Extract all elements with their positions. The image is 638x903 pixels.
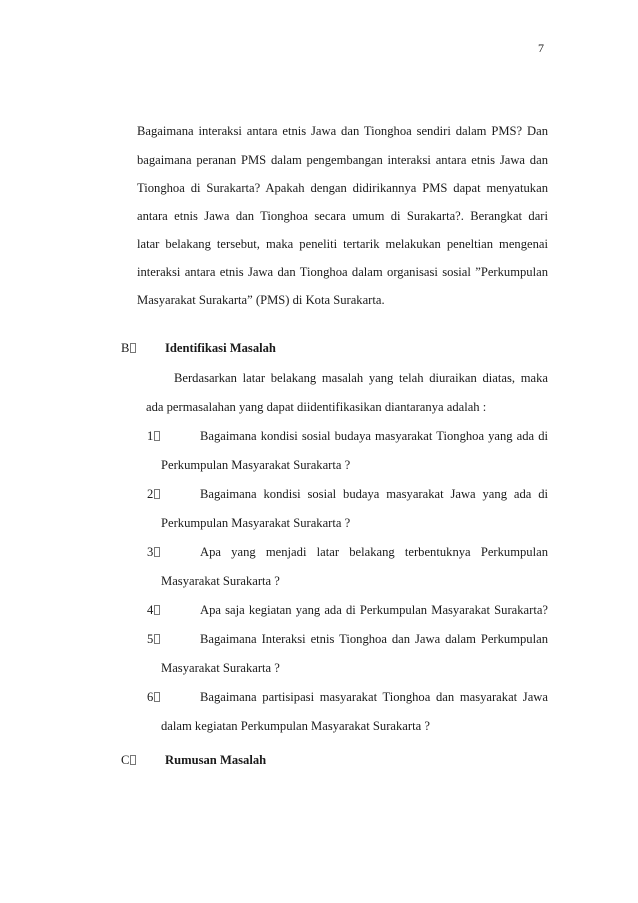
paragraph-line: Tionghoa di Surakarta? Apakah dengan didirikannya PMS dapat menyatukan <box>137 181 548 195</box>
list-item-line: Bagaimana kondisi sosial budaya masyarakat Jawa yang ada di <box>200 487 548 501</box>
missing-glyph-box <box>154 547 160 557</box>
list-item-line: Bagaimana partisipasi masyarakat Tionghoa dan masyarakat Jawa <box>200 690 548 704</box>
paragraph-line: antara etnis Jawa dan Tionghoa secara umum di Surakarta?. Berangkat dari <box>137 209 548 223</box>
page-number: 7 <box>538 41 544 55</box>
list-item-line: Masyarakat Surakarta ? <box>161 574 280 588</box>
paragraph-line: Bagaimana interaksi antara etnis Jawa dan Tionghoa sendiri dalam PMS? Dan <box>137 124 548 138</box>
paragraph-line: interaksi antara etnis Jawa dan Tionghoa dalam organisasi sosial ”Perkumpulan <box>137 265 548 279</box>
section-b-intro-line: ada permasalahan yang dapat diidentifikasikan diantaranya adalah : <box>146 400 487 414</box>
missing-glyph-box <box>154 431 160 441</box>
section-b-letter: B <box>121 340 136 356</box>
missing-glyph-box <box>130 755 136 765</box>
list-number: 4 <box>147 602 160 618</box>
list-item-line: dalam kegiatan Perkumpulan Masyarakat Surakarta ? <box>161 719 430 733</box>
section-b-intro-line: Berdasarkan latar belakang masalah yang telah diuraikan diatas, maka <box>174 371 548 385</box>
missing-glyph-box <box>130 343 136 353</box>
list-number: 2 <box>147 486 160 502</box>
list-number: 6 <box>147 689 160 705</box>
list-item-line: Bagaimana kondisi sosial budaya masyarakat Tionghoa yang ada di <box>200 429 548 443</box>
section-c-heading: Rumusan Masalah <box>165 753 267 767</box>
missing-glyph-box <box>154 489 160 499</box>
list-item-line: Perkumpulan Masyarakat Surakarta ? <box>161 458 351 472</box>
section-c-letter: C <box>121 752 136 768</box>
missing-glyph-box <box>154 692 160 702</box>
section-b-heading: Identifikasi Masalah <box>165 341 276 355</box>
list-item-line: Apa yang menjadi latar belakang terbentuknya Perkumpulan <box>200 545 548 559</box>
list-number: 3 <box>147 544 160 560</box>
list-item-line: Apa saja kegiatan yang ada di Perkumpulan Masyarakat Surakarta? <box>200 603 548 617</box>
missing-glyph-box <box>154 605 160 615</box>
list-number: 1 <box>147 428 160 444</box>
paragraph-line: bagaimana peranan PMS dalam pengembangan interaksi antara etnis Jawa dan <box>137 153 548 167</box>
paragraph-line: Masyarakat Surakarta” (PMS) di Kota Surakarta. <box>137 293 385 307</box>
list-number: 5 <box>147 631 160 647</box>
paragraph-line: latar belakang tersebut, maka peneliti tertarik melakukan peneltian mengenai <box>137 237 548 251</box>
missing-glyph-box <box>154 634 160 644</box>
list-item-line: Perkumpulan Masyarakat Surakarta ? <box>161 516 351 530</box>
list-item-line: Masyarakat Surakarta ? <box>161 661 280 675</box>
list-item-line: Bagaimana Interaksi etnis Tionghoa dan Jawa dalam Perkumpulan <box>200 632 548 646</box>
